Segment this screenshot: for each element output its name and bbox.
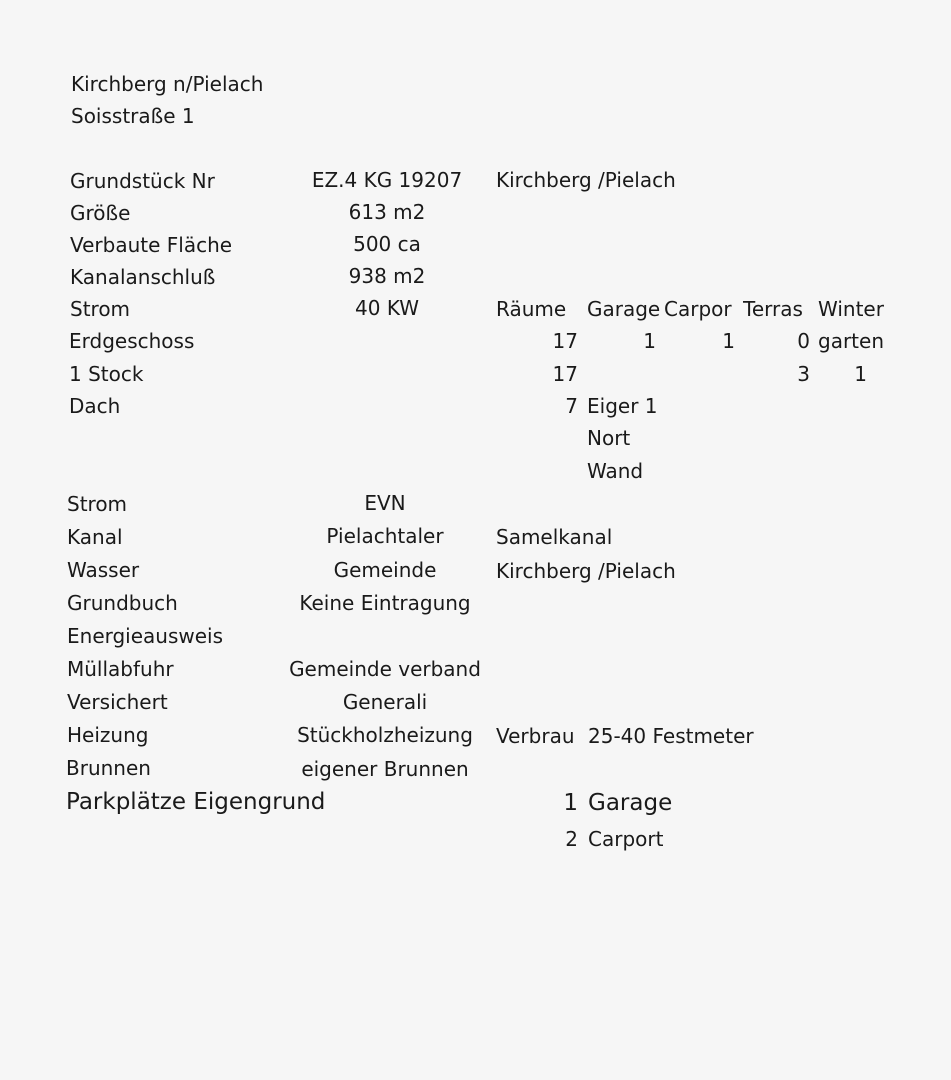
utility-strom-label: Strom [67, 492, 128, 516]
header-garage: Garage [587, 297, 661, 321]
grundstueck-location: Kirchberg /Pielach [496, 168, 676, 192]
utility-heizung-label: Heizung [67, 723, 149, 747]
kanalanschluss-label: Kanalanschluß [70, 265, 216, 289]
header-raeume: Räume [496, 297, 567, 321]
utility-heizung-value: Stückholzheizung [297, 723, 473, 747]
erdgeschoss-terrasse: 0 [797, 329, 810, 353]
strom-label: Strom [70, 297, 131, 321]
kanalanschluss-value: 938 m2 [348, 264, 426, 288]
parking-label: Parkplätze Eigengrund [66, 789, 326, 815]
utility-muellabfuhr-label: Müllabfuhr [67, 657, 174, 681]
utility-versichert-value: Generali [342, 690, 428, 714]
erdgeschoss-wintergarten: garten [818, 329, 884, 353]
utility-heizung-verbrauch: 25-40 Festmeter [588, 724, 754, 748]
header-terrasse: Terras [743, 297, 803, 321]
stock-terrasse: 3 [797, 362, 810, 386]
utility-kanal-value: Pielachtaler [326, 524, 444, 548]
grundstueck-label: Grundstück Nr [70, 169, 215, 193]
stock-raeume: 17 [552, 362, 578, 386]
utility-muellabfuhr-value: Gemeinde verband [289, 657, 481, 681]
header-winter: Winter [818, 297, 884, 321]
groesse-label: Größe [70, 201, 131, 225]
utility-strom-value: EVN [364, 491, 406, 515]
dach-note-line-2: Nort [587, 426, 631, 450]
erdgeschoss-raeume: 17 [552, 329, 578, 353]
erdgeschoss-garage: 1 [643, 329, 656, 353]
verbaute-flaeche-label: Verbaute Fläche [70, 233, 233, 257]
erdgeschoss-carport: 1 [722, 329, 735, 353]
utility-wasser-extra: Kirchberg /Pielach [496, 559, 676, 583]
address-line-1: Kirchberg n/Pielach [71, 72, 264, 96]
header-carport: Carpor [664, 297, 732, 321]
utility-heizung-extra: Verbrau [496, 724, 575, 748]
groesse-value: 613 m2 [348, 200, 426, 224]
row-1-stock-label: 1 Stock [69, 362, 144, 386]
utility-brunnen-label: Brunnen [66, 756, 151, 780]
dach-note-line-3: Wand [587, 459, 644, 483]
strom-value: 40 KW [355, 296, 419, 320]
utility-brunnen-value: eigener Brunnen [301, 757, 469, 781]
dach-raeume: 7 [565, 394, 578, 418]
utility-kanal-label: Kanal [67, 525, 123, 549]
utility-kanal-extra: Samelkanal [496, 525, 613, 549]
grundstueck-value: EZ.4 KG 19207 [311, 168, 463, 192]
row-erdgeschoss-label: Erdgeschoss [69, 329, 195, 353]
utility-versichert-label: Versichert [67, 690, 168, 714]
parking-carport-label: Carport [588, 827, 664, 851]
utility-grundbuch-value: Keine Eintragung [299, 591, 471, 615]
row-dach-label: Dach [69, 394, 121, 418]
stock-wintergarten: 1 [854, 362, 867, 386]
utility-grundbuch-label: Grundbuch [67, 591, 178, 615]
parking-carport-count: 2 [565, 827, 578, 851]
dach-note-line-1: Eiger 1 [587, 394, 658, 418]
address-line-2: Soisstraße 1 [71, 104, 195, 128]
utility-energieausweis-label: Energieausweis [67, 624, 224, 648]
verbaute-flaeche-value: 500 ca [353, 232, 421, 256]
parking-garage-count: 1 [563, 790, 578, 816]
utility-wasser-label: Wasser [67, 558, 140, 582]
parking-garage-label: Garage [588, 790, 673, 816]
utility-wasser-value: Gemeinde [333, 558, 437, 582]
